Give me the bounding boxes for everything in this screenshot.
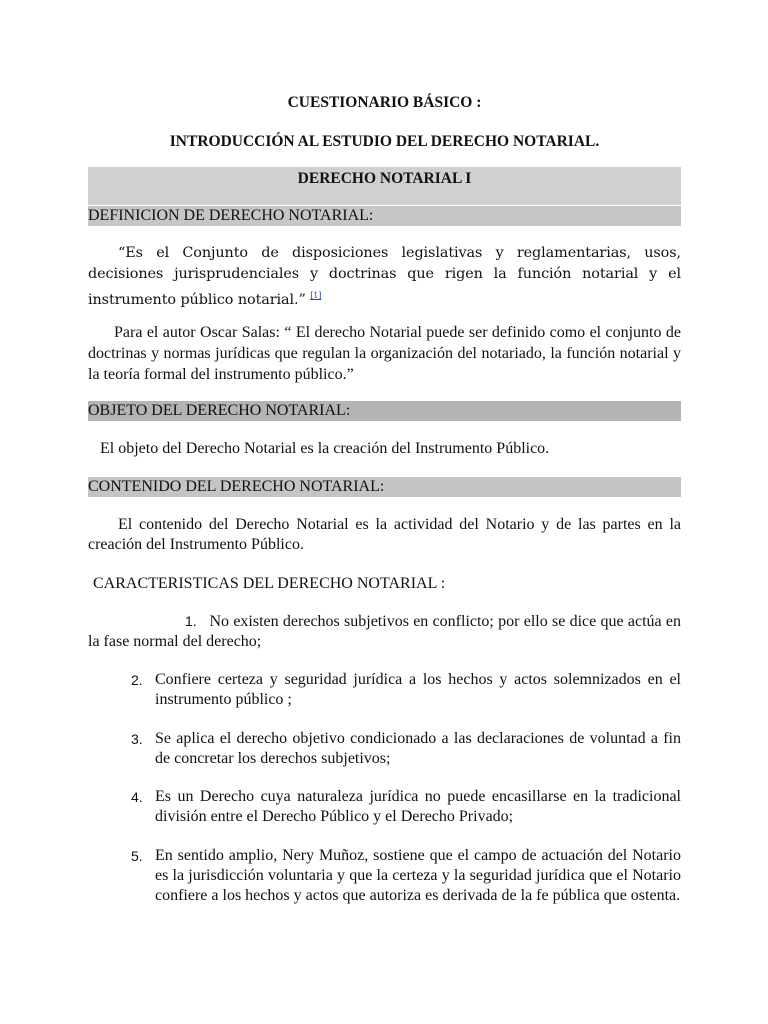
section-heading-contenido: CONTENIDO DEL DERECHO NOTARIAL: bbox=[88, 477, 681, 497]
list-item-text: En sentido amplio, Nery Muñoz, sostiene que el campo de actuación del Notario es la jurisdicción voluntaria y que la certeza y la seguridad jurídica que el Notario confiere a los hechos y actos que autoriza es derivada de la fe pública que ostenta. bbox=[155, 847, 681, 904]
objeto-paragraph bbox=[88, 439, 681, 459]
list-item bbox=[131, 729, 681, 769]
document-subtitle: INTRODUCCIÓN AL ESTUDIO DEL DERECHO NOTARIAL. bbox=[169, 133, 600, 150]
list-item-number: 3. bbox=[131, 731, 143, 747]
list-item-number: 4. bbox=[131, 789, 143, 805]
list-item bbox=[131, 846, 681, 906]
contenido-paragraph bbox=[88, 515, 681, 555]
list-item-text: Se aplica el derecho objetivo condicionado a las declaraciones de voluntad a fin de concretar los derechos subjetivos; bbox=[155, 730, 681, 767]
list-item bbox=[88, 611, 681, 652]
list-item-number: 5. bbox=[131, 848, 143, 864]
section-heading-definicion: DEFINICION DE DERECHO NOTARIAL: bbox=[88, 206, 681, 226]
section-heading-objeto: OBJETO DEL DERECHO NOTARIAL: bbox=[88, 401, 681, 421]
section-heading-caracteristicas: CARACTERISTICAS DEL DERECHO NOTARIAL : bbox=[93, 575, 446, 592]
salas-text: Para el autor Oscar Salas: “ El derecho Notarial puede ser definido como el conjunto de doctrinas y normas jurídicas que regulan la organización del notariado, la función notarial y la teoría formal del instrumento público.” bbox=[88, 324, 681, 383]
salas-paragraph bbox=[88, 322, 681, 385]
definicion-paragraph bbox=[88, 243, 681, 311]
list-item-text: Confiere certeza y seguridad jurídica a los hechos y actos solemnizados en el instrumento público ; bbox=[155, 671, 681, 708]
definicion-quote: “Es el Conjunto de disposiciones legislativas y reglamentarias, usos, decisiones jurisprudenciales y doctrinas que rigen la función notarial y el instrumento público notarial.” bbox=[88, 245, 681, 308]
list-item bbox=[131, 787, 681, 827]
list-item-text: Es un Derecho cuya naturaleza jurídica no puede encasillarse en la tradicional división entre el Derecho Público y el Derecho Privado; bbox=[155, 788, 681, 825]
list-item bbox=[131, 670, 681, 710]
footnote-link[interactable]: [1] bbox=[310, 291, 322, 300]
list-item-number: 2. bbox=[131, 672, 143, 688]
objeto-text: El objeto del Derecho Notarial es la creación del Instrumento Público. bbox=[100, 440, 550, 457]
list-item-text: No existen derechos subjetivos en conflicto; por ello se dice que actúa en la fase normal del derecho; bbox=[88, 613, 682, 650]
course-title-bar bbox=[88, 167, 681, 205]
document-title: CUESTIONARIO BÁSICO : bbox=[287, 94, 482, 111]
list-item-number: 1. bbox=[185, 613, 197, 629]
course-title: DERECHO NOTARIAL I bbox=[297, 170, 472, 187]
contenido-text: El contenido del Derecho Notarial es la actividad del Notario y de las partes en la creación del Instrumento Público. bbox=[88, 516, 681, 553]
